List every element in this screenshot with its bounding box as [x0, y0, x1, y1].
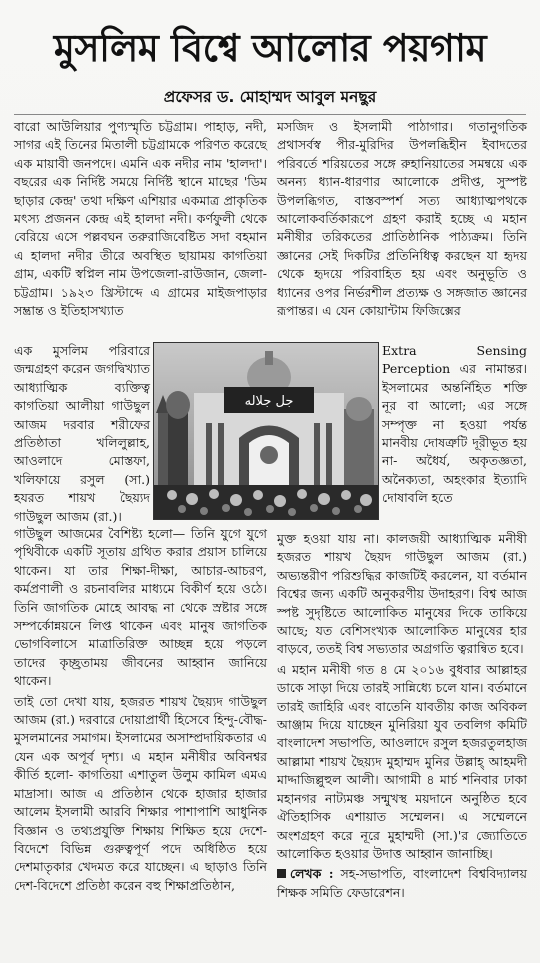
paragraph: এক মুসলিম পরিবারে জন্মগ্রহণ করেন জগদ্বিখ্যাত আধ্যাত্মিক ব্যক্তিত্ব কাগতিয়া আলীয়া গাউছুল আজম দরবার শরীফের প্রতিষ্ঠাতা খলিলুল্লাহ, আওলাদে মোস্তফা, খলিফায়ে রসুল (সা.) হযরত শায়খ ছৈয়্যদ গাউছুল আজম (রা.)। — [14, 343, 150, 524]
author-note — [277, 865, 527, 902]
paragraph: বারো আউলিয়ার পুণ্যস্মৃতি চট্টগ্রাম। পাহাড়, নদী, সাগর এই তিনের মিতালী চট্টগ্রামকে পরিণত করেছে এক মায়াবী জনপদে। এমনি এক নদীর নাম 'হালদা'। বছরের এক নির্দিষ্ট সময়ে নির্দিষ্ট স্থানে মাছের 'ডিম ছাড়ার কেন্দ্র' তথা দক্ষিণ এশিয়ার একমাত্র প্রাকৃতিক মৎস্য প্রজনন কেন্দ্র এই হালদা নদী। কর্ণফুলী থেকে বেরিয়ে এসে পল্লবঘন তরুরাজিবেষ্টিত সদা বহমান এ হালদা নদীর তীরে অবস্থিত ছায়াময় কাগতিয়া গ্রাম, একটি স্বপ্নিল নাম উপজেলা-রাউজান, জেলা-চট্টগ্রাম। ১৯২৩ খ্রিস্টাব্দে এ গ্রামের মাইজপাড়ার সম্ভ্রান্ত ও ইতিহাসখ্যাত — [14, 119, 267, 319]
paragraph: মসজিদ ও ইসলামী পাঠাগার। গতানুগতিক প্রথাসর্বস্ব পীর-মুরিদির উপলব্ধিহীন ইবাদতের পরিবর্তে শরিয়তের সঙ্গে রুহানিয়াতের সমন্বয়ে এক অনন্য ধ্যান-ধারণার আলোকে প্রদীপ্ত, সুস্পষ্ট উপলব্ধিগত, বাস্তবস্পর্শ সত্য আধ্যাত্মপথকে আলোকবর্তিকারূপে গ্রহণ করাই হচ্ছে এ মহান মনীষীর তরিকতের প্রাতিষ্ঠানিক পাঠ্যক্রম। তিনি জ্ঞানের সেই দিকটির প্রতিনিধিত্ব করছেন যা হৃদয় থেকে হৃদয়ে পরিবাহিত হয় এবং অনুভূতি ও ধ্যানের ওপর নির্ভরশীল প্রত্যক্ষ ও সঙ্গজাত জ্ঞানের রূপান্তর। এ যেন কোয়ান্টাম ফিজিক্সের — [277, 119, 527, 319]
headline: মুসলিম বিশ্বে আলোর পয়গাম — [53, 26, 487, 70]
paragraph: তাই তো দেখা যায়, হজরত শায়খ ছৈয়্যদ গাউছুল আজম (রা.) দরবারে দোয়াপ্রার্থী হিসেবে হিন্দু-বৌদ্ধ-মুসলমানের সমাগম। ইসলামের অসাম্প্রদায়িকতার এ যেন এক অপূর্ব দৃশ্য। এ মহান মনীষীর অবিনশ্বর কীর্তি হলো- কাগতিয়া এশাতুল উলুম কামিল এমএ মাদ্রাসা। আজ এ প্রতিষ্ঠান থেকে হাজার হাজার আলেম ইসলামী আরবি শিক্ষার পাশাপাশি আধুনিক বিজ্ঞান ও তথ্যপ্রযুক্তি শিক্ষায় শিক্ষিত হয়ে দেশে-বিদেশে বিভিন্ন গুরুত্বপূর্ণ পদে অধিষ্ঠিত হয়ে দেশমাতৃকার খেদমত করে যাচ্ছেন। এ ছাড়াও তিনি দেশ-বিদেশে প্রতিষ্ঠা করেন বহু শিক্ষাপ্রতিষ্ঠান, — [14, 693, 267, 893]
banner-text: جل جلاله — [244, 394, 294, 409]
darbar-photo — [153, 342, 379, 520]
paragraph: গাউছুল আজমের বৈশিষ্ট্য হলো— তিনি যুগে যুগে পৃথিবীকে একটি সূতায় গ্রথিত করার প্রয়াস চালিয়ে থাকেন। যা তার শিক্ষা-দীক্ষা, আচার-আচরণ, কর্মপ্রণালী ও রচনাবলির মাধ্যমে বিকীর্ণ হয়ে ওঠে। তিনি জাগতিক মোহে আবদ্ধ না থেকে স্রষ্টার সঙ্গে সম্পর্কোন্নয়নে লিপ্ত থাকেন এবং মানুষ জাগতিক ভোগবিলাসে মাত্রাতিরিক্ত আচ্ছন্ন হয়ে পড়লে তাদের কৃচ্ছ্রতাময় জীবনের আহ্বান জানিয়ে থাকেন। — [14, 526, 267, 689]
paragraph: এ মহান মনীষী গত ৪ মে ২০১৬ বুধবার আল্লাহর ডাকে সাড়া দিয়ে তারই সান্নিধ্যে চলে যান। বর্তমানে তারই জাহিরি এবং বাতেনি যাবতীয় কাজ অবিকল আঞ্জাম দিয়ে যাচ্ছেন মুনিরিয়া যুব তবলিগ কমিটি বাংলাদেশ সভাপতি, আওলাদে রসুল হজরতুলহাজ আল্লামা শায়খ ছৈয়্যদ মুহাম্মদ মুনির উল্লাহ্ আহমদী মাদ্দাজিল্লুহুল আলী। আগামী ৪ মার্চ শনিবার ঢাকা মহানগর নাট্যমঞ্চ সন্মুখস্থ ময়দানে অনুষ্ঠিত হবে ঐতিহাসিক এশায়াত সম্মেলন। এ সম্মেলনে অংশগ্রহণ করে নূরে মুহাম্মদী (সা.)'র জ্যোতিতে আলোকিত হওয়ার উদাত্ত আহ্বান জানাচ্ছি। — [277, 661, 527, 861]
darbar-illustration — [154, 343, 378, 519]
column-right-bottom — [277, 530, 527, 904]
header-divider — [14, 114, 526, 115]
column-left-bottom — [14, 525, 267, 897]
byline: প্রফেসর ড. মোহাম্মদ আবুল মনছুর — [163, 88, 377, 106]
column-right-wrap — [382, 342, 527, 510]
column-right-top — [277, 118, 527, 322]
author-label: লেখক : — [290, 866, 334, 882]
column-left-top — [14, 118, 267, 322]
paragraph: Extra Sensing Perception এর নামান্তর। ইসলামের অন্তর্নিহিত শক্তি নূর বা আলো; এর সঙ্গে সম্পৃক্ত না হওয়া পর্যন্ত মানবীয় দোষত্রুটি দূরীভূত হয় না- অধৈর্য, অকৃতজ্ঞতা, অনৈক্যতা, অহংকার ইত্যাদি দোষাবলি হতে — [382, 343, 527, 506]
square-bullet-icon — [277, 869, 286, 878]
paragraph: মুক্ত হওয়া যায় না। কালজয়ী আধ্যাত্মিক মনীষী হজরত শায়খ ছৈয়দ গাউছুল আজম (রা.) অভ্যন্তরীণ পরিশুদ্ধির কাজটিই করলেন, যা বর্তমান বিশ্বের জন্য একটি অনুকরণীয় উদাহরণ। বিশ্ব আজ স্পষ্ট সুদৃষ্টিতে আলোকিত মানুষের দিকে তাকিয়ে আছে; যত বেশিসংখ্যক আলোকিত মানুষের হার বাড়বে, ততই বিশ্ব সভ্যতার অগ্রগতি ত্বরান্বিত হবে। — [277, 531, 527, 657]
column-left-wrap — [14, 342, 150, 528]
author-text: সহ-সভাপতি, বাংলাদেশ বিশ্ববিদ্যালয় শিক্ষক সমিতি ফেডারেশন। — [277, 866, 527, 900]
